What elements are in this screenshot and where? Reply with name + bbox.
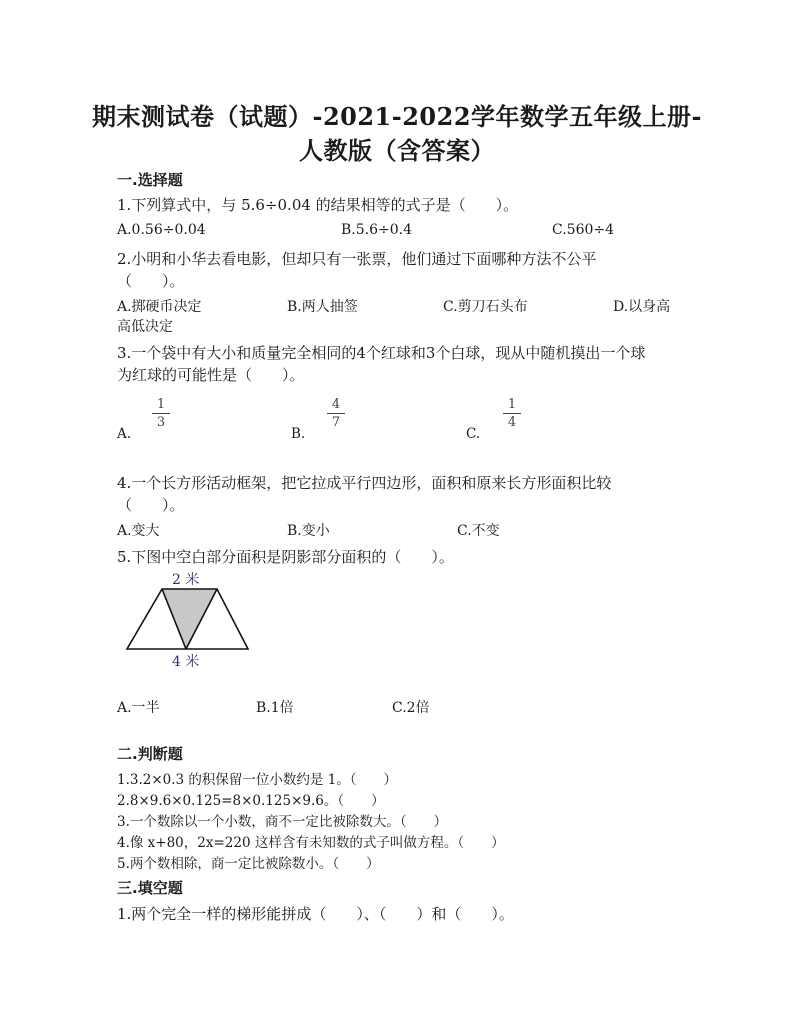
- q3-option-a-fraction: [152, 396, 170, 431]
- q5-option-b: B.1倍: [256, 700, 294, 716]
- section-heading-judgement: 二.判断题: [117, 745, 183, 763]
- trapezoid-figure: [124, 586, 264, 656]
- shaded-triangle: [162, 589, 217, 649]
- q2-option-b: B.两人抽签: [287, 299, 358, 315]
- figure-top-label: 2 米: [172, 572, 200, 588]
- q3-option-c-numerator: 1: [503, 396, 521, 414]
- question-1-stem: 1.下列算式中，与 5.6÷0.04 的结果相等的式子是（ ）。: [117, 196, 519, 214]
- q2-option-c: C.剪刀石头布: [443, 299, 528, 315]
- q2-option-d: D.以身高: [613, 299, 671, 315]
- q1-option-a: A.0.56÷0.04: [117, 222, 206, 238]
- page-title-line1: 期末测试卷（试题）-2021-2022学年数学五年级上册-: [92, 102, 702, 131]
- judgement-item-5: 5.两个数相除，商一定比被除数小。（ ）: [117, 856, 380, 872]
- q5-option-c: C.2倍: [392, 700, 430, 716]
- page-title-line2: 人教版（含答案）: [299, 136, 495, 165]
- q3-option-b-numerator: 4: [327, 396, 345, 414]
- question-2-stem-line1: 2.小明和小华去看电影，但却只有一张票，他们通过下面哪种方法不公平: [117, 250, 597, 268]
- q3-option-b-denominator: 7: [331, 415, 341, 430]
- question-3-stem-line2: 为红球的可能性是（ ）。: [117, 366, 305, 384]
- judgement-item-1: 1.3.2×0.3 的积保留一位小数约是 1。（ ）: [117, 772, 398, 788]
- judgement-item-3: 3.一个数除以一个小数，商不一定比被除数大。（ ）: [117, 814, 448, 830]
- q5-option-a: A.一半: [117, 700, 160, 716]
- judgement-item-4: 4.像 x+80，2x=220 这样含有未知数的式子叫做方程。（ ）: [117, 835, 505, 851]
- q1-option-b: B.5.6÷0.4: [341, 222, 412, 238]
- figure-bottom-label: 4 米: [172, 654, 200, 670]
- fill-blank-question-1: 1.两个完全一样的梯形能拼成（ ）、（ ）和（ ）。: [117, 905, 514, 923]
- q4-option-c: C.不变: [457, 523, 500, 539]
- q4-option-a: A.变大: [117, 523, 160, 539]
- q1-option-c: C.560÷4: [552, 222, 615, 238]
- q3-option-c-fraction: [503, 396, 521, 431]
- question-2-stem-line2: （ ）。: [117, 272, 185, 290]
- q2-option-d-line2: 高低决定: [117, 319, 173, 335]
- judgement-item-2: 2.8×9.6×0.125=8×0.125×9.6。（ ）: [117, 793, 385, 809]
- q4-option-b: B.变小: [287, 523, 330, 539]
- question-3-stem-line1: 3.一个袋中有大小和质量完全相同的4个红球和3个白球，现从中随机摸出一个球: [117, 344, 646, 362]
- question-4-stem-line1: 4.一个长方形活动框架，把它拉成平行四边形，面积和原来长方形面积比较: [117, 474, 612, 492]
- section-heading-choice: 一.选择题: [117, 171, 183, 189]
- q3-option-b-label: B.: [291, 426, 306, 442]
- q3-option-a-numerator: 1: [152, 396, 170, 414]
- q3-option-a-label: A.: [117, 426, 132, 442]
- section-heading-fill-blank: 三.填空题: [117, 879, 183, 897]
- q3-option-a-denominator: 3: [156, 415, 166, 430]
- question-4-stem-line2: （ ）。: [117, 496, 185, 514]
- q3-option-c-label: C.: [466, 426, 481, 442]
- question-5-stem: 5.下图中空白部分面积是阴影部分面积的（ ）。: [117, 548, 454, 566]
- q3-option-c-denominator: 4: [507, 415, 517, 430]
- q3-option-b-fraction: [327, 396, 345, 431]
- q2-option-a: A.掷硬币决定: [117, 299, 202, 315]
